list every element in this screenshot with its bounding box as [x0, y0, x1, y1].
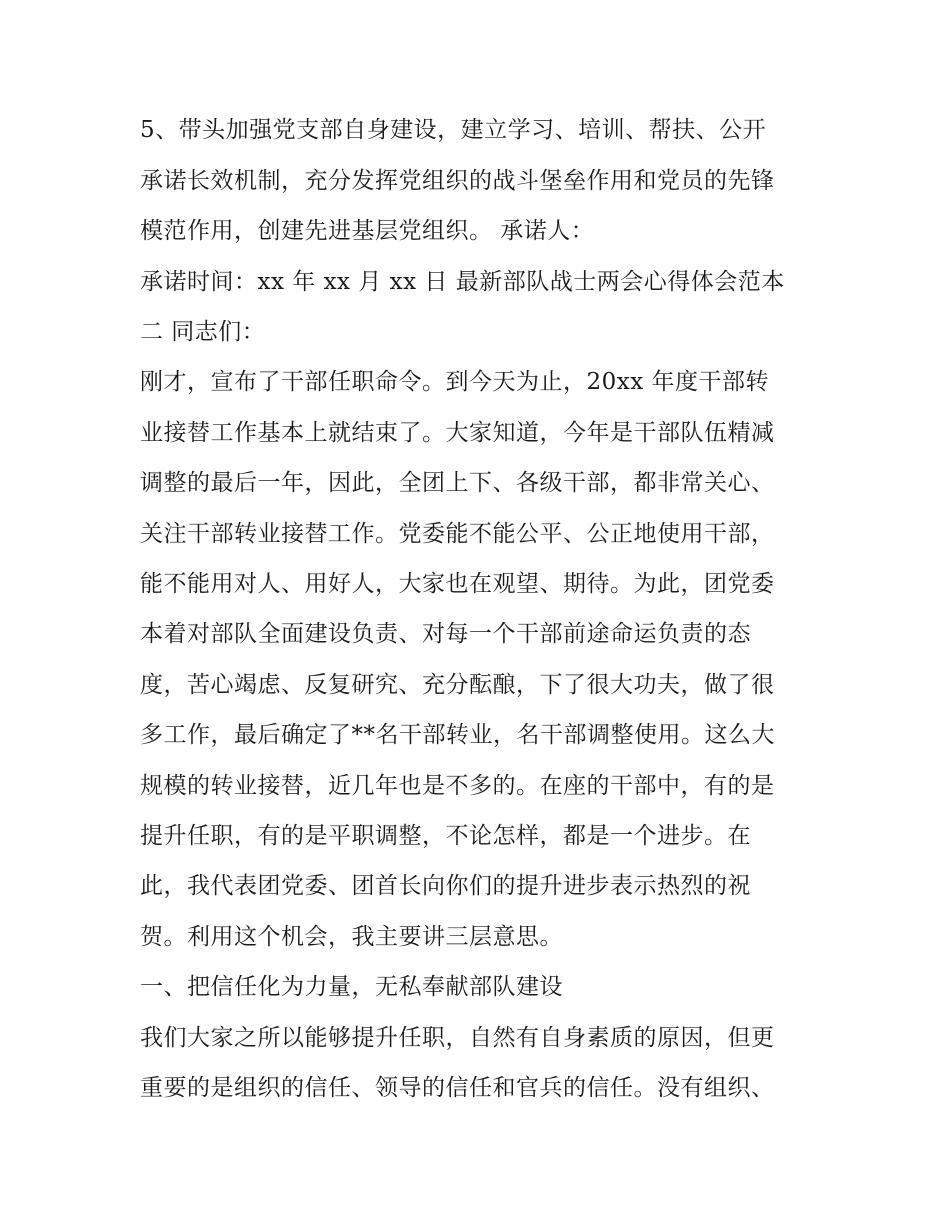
text-line: 多工作，最后确定了**名干部转业，名干部调整使用。这么大 [140, 722, 775, 748]
text-line: 重要的是组织的信任、领导的信任和官兵的信任。没有组织、 [140, 1075, 775, 1101]
text-line: 承诺时间：xx 年 xx 月 xx 日 最新部队战士两会心得体会范本 [140, 269, 785, 295]
text-line: 承诺长效机制，充分发挥党组织的战斗堡垒作用和党员的先锋 [140, 168, 775, 194]
text-line: 调整的最后一年，因此，全团上下、各级干部，都非常关心、 [140, 470, 775, 496]
text-line: 5、带头加强党支部自身建设，建立学习、培训、帮扶、公开 [140, 117, 767, 143]
text-line: 贺。利用这个机会，我主要讲三层意思。 [140, 924, 563, 950]
text-line: 关注干部转业接替工作。党委能不能公平、公正地使用干部， [140, 521, 775, 547]
text-line: 本着对部队全面建设负责、对每一个干部前途命运负责的态 [140, 621, 751, 647]
section-heading: 一、把信任化为力量，无私奉献部队建设 [140, 974, 563, 1000]
text-line: 刚才，宣布了干部任职命令。到今天为止，20xx 年度干部转 [140, 369, 770, 395]
text-line: 我们大家之所以能够提升任职，自然有自身素质的原因，但更 [140, 1025, 775, 1051]
text-line: 模范作用，创建先进基层党组织。 承诺人： [140, 218, 595, 244]
text-line: 规模的转业接替，近几年也是不多的。在座的干部中，有的是 [140, 773, 775, 799]
text-line: 提升任职，有的是平职调整，不论怎样，都是一个进步。在 [140, 823, 751, 849]
text-line: 二 同志们： [140, 319, 266, 345]
text-line: 业接替工作基本上就结束了。大家知道，今年是干部队伍精减 [140, 420, 775, 446]
text-line: 能不能用对人、用好人，大家也在观望、期待。为此，团党委 [140, 571, 775, 597]
text-line: 此，我代表团党委、团首长向你们的提升进步表示热烈的祝 [140, 873, 751, 899]
text-line: 度，苦心竭虑、反复研究、充分酝酿，下了很大功夫，做了很 [140, 672, 775, 698]
